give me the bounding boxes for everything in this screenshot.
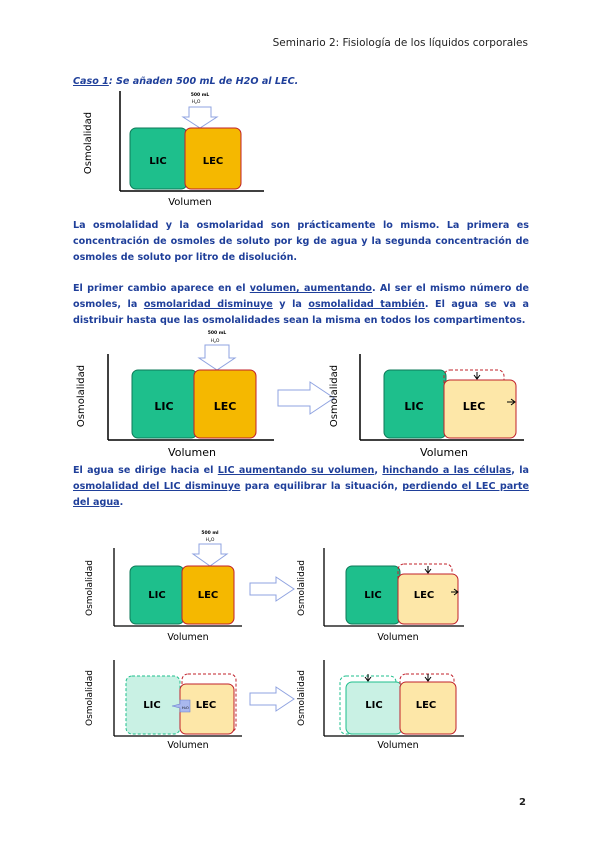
y-axis-label: Osmolalidad <box>297 669 307 727</box>
add-water-label1: 500 mL <box>190 93 210 98</box>
lec-label: LEC <box>415 700 437 711</box>
down-arrow-icon <box>199 345 235 370</box>
case-heading <box>73 76 298 87</box>
add-water-label1: 500 mL <box>207 331 227 336</box>
lec-label: LEC <box>413 590 435 601</box>
x-axis-label: Volumen <box>167 632 209 643</box>
lic-label: LIC <box>404 400 424 413</box>
y-axis-label: Osmolalidad <box>85 559 95 617</box>
y-axis-label: Osmolalidad <box>85 669 95 727</box>
x-axis-label: Volumen <box>377 740 419 751</box>
arrow-down-small-icon <box>474 372 480 379</box>
lic-label: LIC <box>154 400 174 413</box>
lic-label: LIC <box>364 590 382 601</box>
page-header: Seminario 2: Fisiología de los líquidos corporales <box>272 37 528 49</box>
add-water-label2: $H_2O$ <box>191 100 201 105</box>
y-axis-label: Osmolalidad <box>329 364 340 428</box>
page-number: 2 <box>519 797 526 808</box>
x-axis-label: Volumen <box>377 632 419 643</box>
x-axis-label: Volumen <box>168 446 216 459</box>
figure-3 <box>76 526 476 756</box>
lec-label: LEC <box>202 156 224 167</box>
x-axis-label: Volumen <box>167 740 209 751</box>
arrow-down-small-icon <box>365 674 371 681</box>
paragraph-2: El primer cambio aparece en el volumen, aumentando. Al ser el mismo número de osmoles, la osmolaridad disminuye y la osmolalidad también. El agua se va a distribuir hasta que las osmolalidades sean la misma en todos los compartimentos. <box>73 283 529 326</box>
y-axis-label: Osmolalidad <box>297 559 307 617</box>
x-axis-label: Volumen <box>420 446 468 459</box>
paragraph-3: El agua se dirige hacia el LIC aumentando su volumen, hinchando a las células, la osmolalidad del LIC disminuye para equilibrar la situación, perdiendo el LEC parte del agua. <box>73 465 530 508</box>
water-flow-label: H₂O <box>182 706 189 710</box>
right-arrow-icon <box>278 382 334 414</box>
case-label: Caso 1 <box>73 76 109 87</box>
right-arrow-icon <box>250 687 294 711</box>
add-water-label2: $H_2O$ <box>210 339 220 344</box>
arrow-down-small-icon <box>425 674 431 681</box>
right-arrow-icon <box>250 577 294 601</box>
y-axis-label: Osmolalidad <box>76 364 87 428</box>
add-water-label1: 500 ml <box>201 531 219 536</box>
lic-label: LIC <box>143 700 161 711</box>
x-axis-label: Volumen <box>168 197 212 208</box>
paragraph-1: La osmolalidad y la osmolaridad son prácticamente lo mismo. La primera es concentración de osmoles de soluto por kg de agua y la segunda concentración de osmoles de soluto por litro de disolución. <box>73 220 529 263</box>
lec-label: LEC <box>462 400 486 413</box>
down-arrow-icon <box>183 107 217 128</box>
figure-2 <box>72 328 532 460</box>
lic-label: LIC <box>149 156 167 167</box>
add-water-label2: $H_2O$ <box>205 538 215 543</box>
lec-label: LEC <box>197 590 219 601</box>
lec-label: LEC <box>195 700 217 711</box>
case-text: : Se añaden 500 mL de H2O al LEC. <box>108 76 299 87</box>
figure-case1 <box>72 88 282 210</box>
arrow-down-small-icon <box>425 566 431 573</box>
down-arrow-icon <box>193 544 227 566</box>
lec-label: LEC <box>213 400 237 413</box>
lic-label: LIC <box>365 700 383 711</box>
lic-label: LIC <box>148 590 166 601</box>
y-axis-label: Osmolalidad <box>83 111 94 175</box>
